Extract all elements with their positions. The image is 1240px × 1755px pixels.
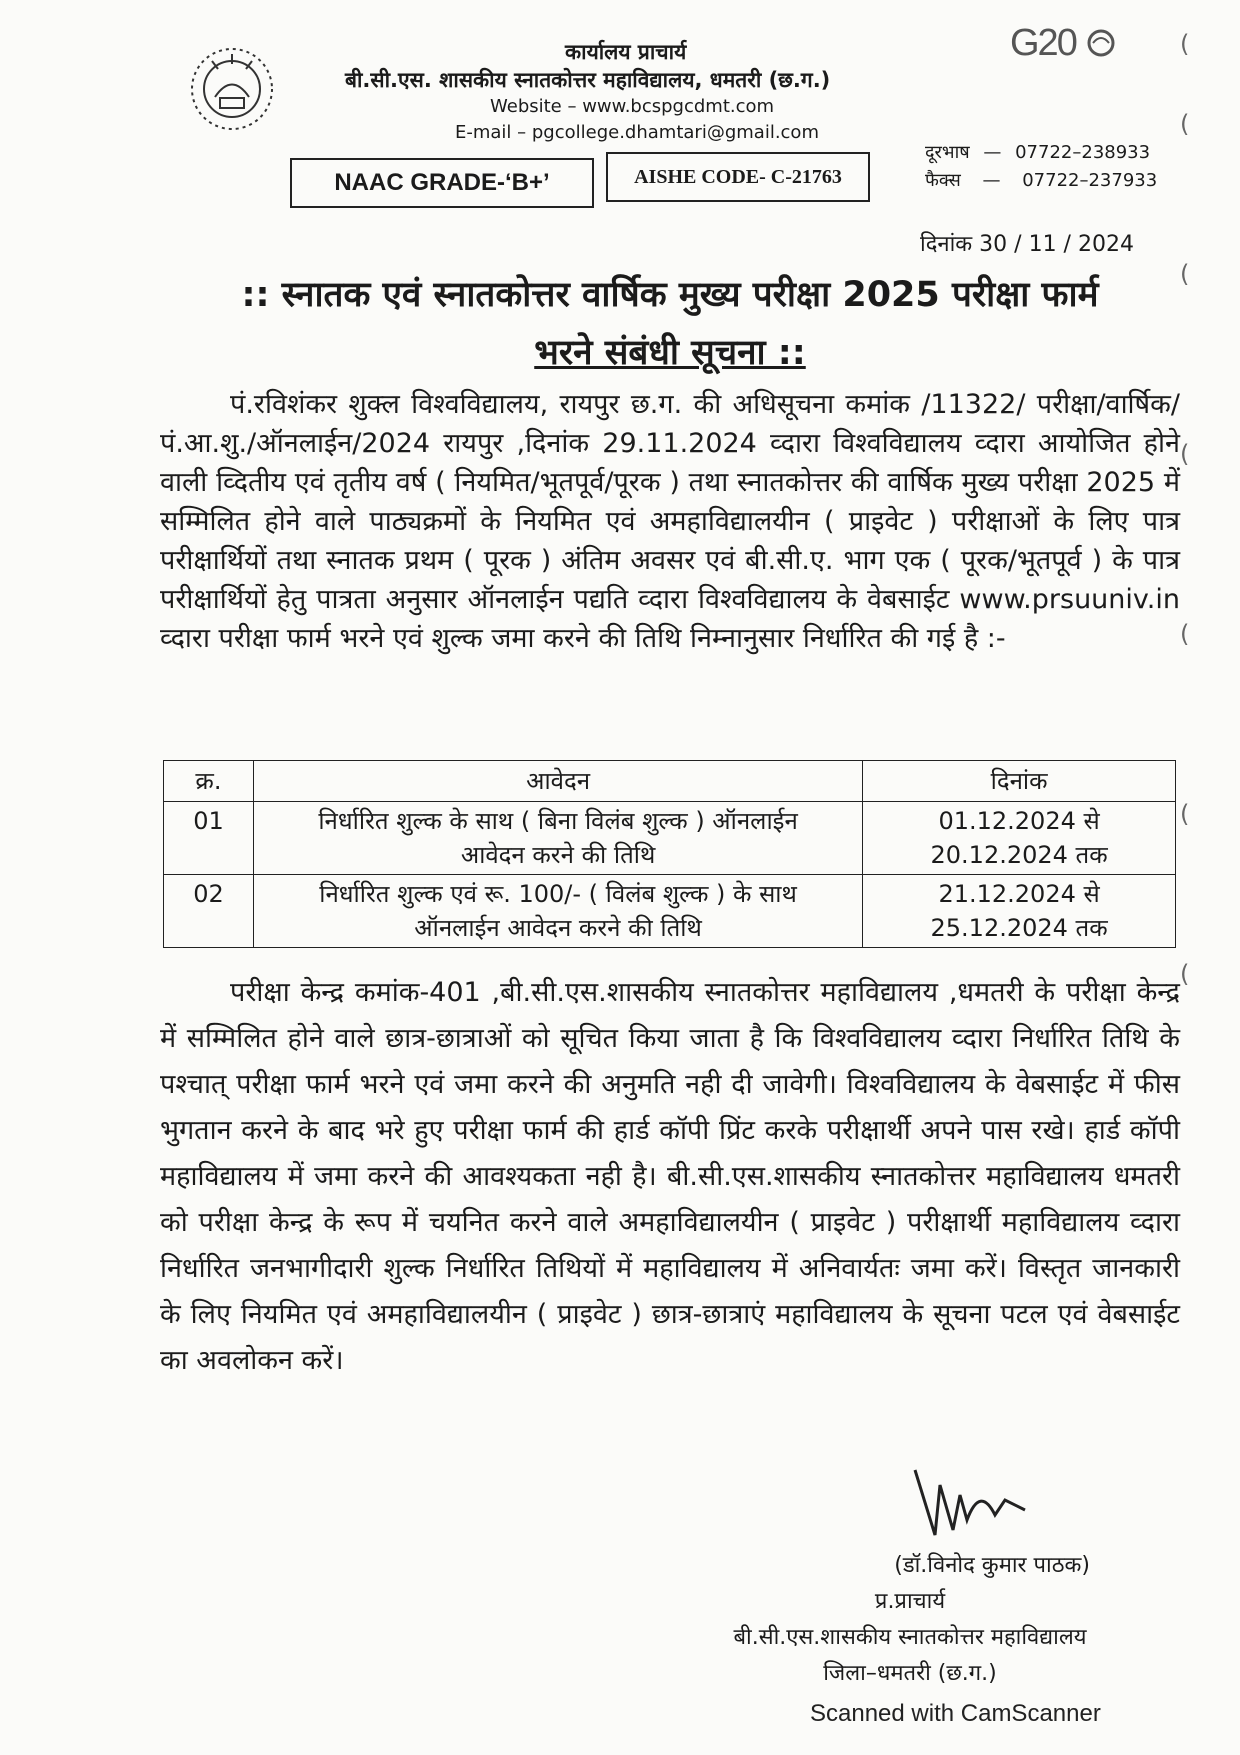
table-row xyxy=(164,875,1176,948)
g20-text: G20 xyxy=(1010,22,1076,64)
col-header-application: आवेदन xyxy=(253,761,862,802)
body-paragraph: परीक्षा केन्द्र कमांक-401 ,बी.सी.एस.शासकीय स्नातकोत्तर महाविद्यालय ,धमतरी के परीक्षा केन्द्र में सम्मिलित होने वाले छात्र-छात्राओं को सूचित किया जाता है कि विश्वविद्यालय व्दारा निर्धारित तिथि के पश्चात् परीक्षा फार्म भरने एवं जमा करने की अनुमति नही दी जावेगी। विश्वविद्यालय के वेबसाईट में फीस भुगतान करने के बाद भरे हुए परीक्षा फार्म की हार्ड कॉपी प्रिंट करके परीक्षार्थी अपने पास रखे। हार्ड कॉपी महाविद्यालय में जमा करने की आवश्यकता नही है। बी.सी.एस.शासकीय स्नातकोत्तर महाविद्यालय धमतरी को परीक्षा केन्द्र के रूप में चयनित करने वाले अमहाविद्यालयीन ( प्राइवेट ) परीक्षार्थी महाविद्यालय व्दारा निर्धारित जनभागीदारी शुल्क निर्धारित तिथियों में महाविद्यालय में अनिवार्यतः जमा करें। विस्तृत जानकारी के लिए नियमित एवं अमहाविद्यालयीन ( प्राइवेट ) छात्र-छात्राएं महाविद्यालय के सूचना पटल एवं वेबसाईट का अवलोकन करें। xyxy=(160,977,1180,1376)
col-header-date: दिनांक xyxy=(863,761,1176,802)
college-name: बी.सी.एस. शासकीय स्नातकोत्तर महाविद्यालय, धमतरी (छ.ग.) xyxy=(345,68,831,92)
margin-mark: ( xyxy=(1180,800,1190,828)
row-date-to: 20.12.2024 तक xyxy=(930,841,1108,869)
college-email: E-mail – pgcollege.dhamtari@gmail.com xyxy=(455,122,819,143)
g20-logo-icon xyxy=(1010,22,1120,72)
office-title: कार्यालय प्राचार्य xyxy=(565,40,687,64)
row-date-to: 25.12.2024 तक xyxy=(930,914,1108,942)
signature-block xyxy=(700,1548,1120,1692)
margin-mark: ( xyxy=(1180,260,1190,288)
college-website: Website – www.bcspgcdmt.com xyxy=(490,96,775,117)
fax-row: फैक्स — 07722–237933 xyxy=(925,170,1158,191)
table-row xyxy=(164,802,1176,875)
intro-paragraph: पं.रविशंकर शुक्ल विश्वविद्यालय, रायपुर छ.ग. की अधिसूचना कमांक /11322/ परीक्षा/वार्षिक/पं.आ.शु./ऑनलाईन/2024 रायपुर ,दिनांक 29.11.2024 व्दारा विश्वविद्यालय व्दारा आयोजित होने वाली व्दितीय एवं तृतीय वर्ष ( नियमित/भूतपूर्व/पूरक ) तथा स्नातकोत्तर की वार्षिक मुख्य परीक्षा 2025 में सम्मिलित होने वाले पाठ्यक्रमों के नियमित एवं अमहाविद्यालयीन ( प्राइवेट ) परीक्षाओं के लिए पात्र परीक्षार्थियों तथा स्नातक प्रथम ( पूरक ) अंतिम अवसर एवं बी.सी.ए. भाग एक ( पूरक/भूतपूर्व ) के पात्र परीक्षार्थियों हेतु पात्रता अनुसार ऑनलाईन पद्यति व्दारा विश्वविद्यालय के वेबसाईट www.prsuuniv.in व्दारा परीक्षा फार्म भरने एवं शुल्क जमा करने की तिथि निम्नानुसार निर्धारित की गई है :- xyxy=(160,389,1180,654)
college-emblem-icon xyxy=(185,42,280,137)
aishe-code-box: AISHE CODE- C-21763 xyxy=(606,152,870,202)
row-description-line1: निर्धारित शुल्क के साथ ( बिना विलंब शुल्क ) ऑनलाईन xyxy=(318,807,798,835)
margin-mark: ( xyxy=(1180,440,1190,468)
signatory-college: बी.सी.एस.शासकीय स्नातकोत्तर महाविद्यालय xyxy=(733,1625,1087,1650)
phone-label: दूरभाष xyxy=(925,142,970,163)
notice-date: दिनांक 30 / 11 / 2024 xyxy=(920,232,1134,257)
row-description xyxy=(253,875,862,948)
naac-grade-box: NAAC GRADE-‘B+’ xyxy=(290,158,594,208)
signature-scribble-icon xyxy=(905,1465,1045,1545)
margin-mark: ( xyxy=(1180,30,1190,58)
phone-number: 07722–238933 xyxy=(1015,142,1151,163)
signatory-district: जिला–धमतरी (छ.ग.) xyxy=(823,1661,997,1686)
row-sn: 02 xyxy=(164,875,254,948)
row-date xyxy=(863,875,1176,948)
notice-heading-line2: भरने संबंधी सूचना :: xyxy=(534,333,806,373)
row-description-line2: आवेदन करने की तिथि xyxy=(460,841,656,869)
fax-label: फैक्स xyxy=(925,170,961,191)
col-header-sn: क्र. xyxy=(164,761,254,802)
scanner-footer: Scanned with CamScanner xyxy=(810,1700,1101,1727)
margin-mark: ( xyxy=(1180,960,1190,988)
signatory-name: (डॉ.विनोद कुमार पाठक) xyxy=(894,1553,1090,1578)
notice-heading-line1: :: स्नातक एवं स्नातकोत्तर वार्षिक मुख्य परीक्षा 2025 परीक्षा फार्म xyxy=(241,275,1099,315)
fax-number: 07722–237933 xyxy=(1022,170,1158,191)
row-description xyxy=(253,802,862,875)
row-date-from: 21.12.2024 से xyxy=(938,880,1100,908)
row-date-from: 01.12.2024 से xyxy=(938,807,1100,835)
phone-row: दूरभाष — 07722–238933 xyxy=(925,142,1151,163)
schedule-table xyxy=(163,760,1176,948)
row-sn: 01 xyxy=(164,802,254,875)
margin-mark: ( xyxy=(1180,620,1190,648)
signatory-designation: प्र.प्राचार्य xyxy=(874,1589,946,1614)
row-description-line1: निर्धारित शुल्क एवं रू. 100/- ( विलंब शुल्क ) के साथ xyxy=(319,880,797,908)
margin-mark: ( xyxy=(1180,110,1190,138)
row-date xyxy=(863,802,1176,875)
row-description-line2: ऑनलाईन आवेदन करने की तिथि xyxy=(414,914,702,942)
table-header-row xyxy=(164,761,1176,802)
